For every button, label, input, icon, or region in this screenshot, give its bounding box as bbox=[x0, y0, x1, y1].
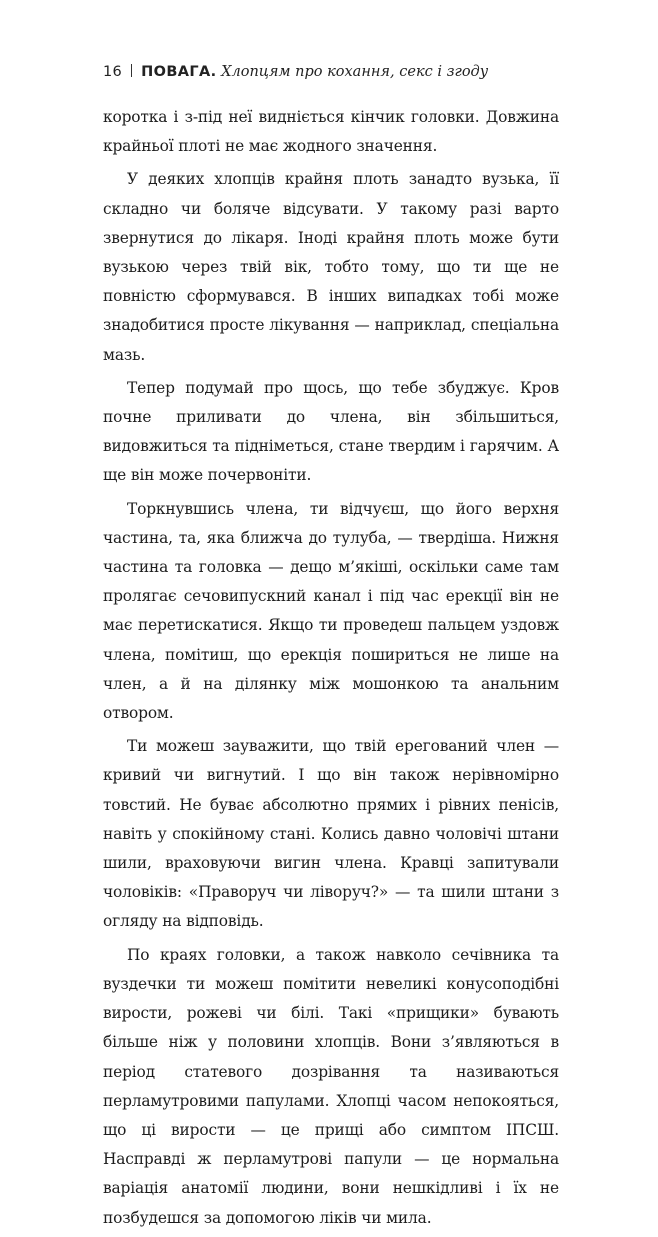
header-divider bbox=[131, 64, 132, 77]
paragraph: Торкнувшись члена, ти відчуєш, що його верхня частина, та, яка ближча до тулуба, — твердіша. Нижня частина та головка — дещо м’якіші, оскільки саме там пролягає сечовипускний канал і під час ерекції він не має перетискатися. Якщо ти проведеш пальцем уздовж члена, помітиш, що ерекція пошириться не лише на член, а й на ділянку між мошонкою та анальним отвором. bbox=[103, 499, 559, 723]
page-number: 16 bbox=[103, 64, 123, 80]
paragraph: Тепер подумай про щось, що тебе збуджує. Кров почне приливати до члена, він збільшиться, видовжиться та підніметься, стане твердим і гарячим. А ще він може почервоніти. bbox=[103, 378, 559, 485]
running-header bbox=[103, 60, 488, 84]
book-subtitle: Хлопцям про кохання, секс і згоду bbox=[221, 64, 489, 80]
paragraph-continuation: коротка і з-під неї видніється кінчик головки. Довжина крайньої плоті не має жодного значення. bbox=[103, 108, 559, 156]
body-text bbox=[103, 103, 559, 1237]
paragraph: Ти можеш зауважити, що твій ерегований член — кривий чи вигнутий. І що він також нерівномірно товстий. Не буває абсолютно прямих і рівних пенісів, навіть у спокійному стані. Колись давно чоловічі штани шили, враховуючи вигин члена. Кравці запитували чоловіків: «Праворуч чи ліворуч?» — та шили штани з огляду на відповідь. bbox=[103, 737, 559, 931]
paragraph: По краях головки, а також навколо сечівника та вуздечки ти можеш помітити невеликі конусоподібні вирости, рожеві чи білі. Такі «прищики» бувають більше ніж у половини хлопців. Вони з’являються в період статевого дозрівання та називаються перламутровими папулами. Хлопці часом непокояться, що ці вирости — це прищі або симптом ІПСШ. Насправді ж перламутрові папули — це нормальна варіація анатомії людини, вони нешкідливі і їх не позбудешся за допомогою ліків чи мила. bbox=[103, 945, 559, 1227]
paragraph: У деяких хлопців крайня плоть занадто вузька, її складно чи боляче відсувати. У такому разі варто звернутися до лікаря. Іноді крайня плоть може бути вузькою через твій вік, тобто тому, що ти ще не повністю сформувався. В інших випадках тобі може знадобитися просте лікування — наприклад, спеціальна мазь. bbox=[103, 170, 559, 364]
section-title: ПОВАГА. bbox=[141, 64, 217, 80]
